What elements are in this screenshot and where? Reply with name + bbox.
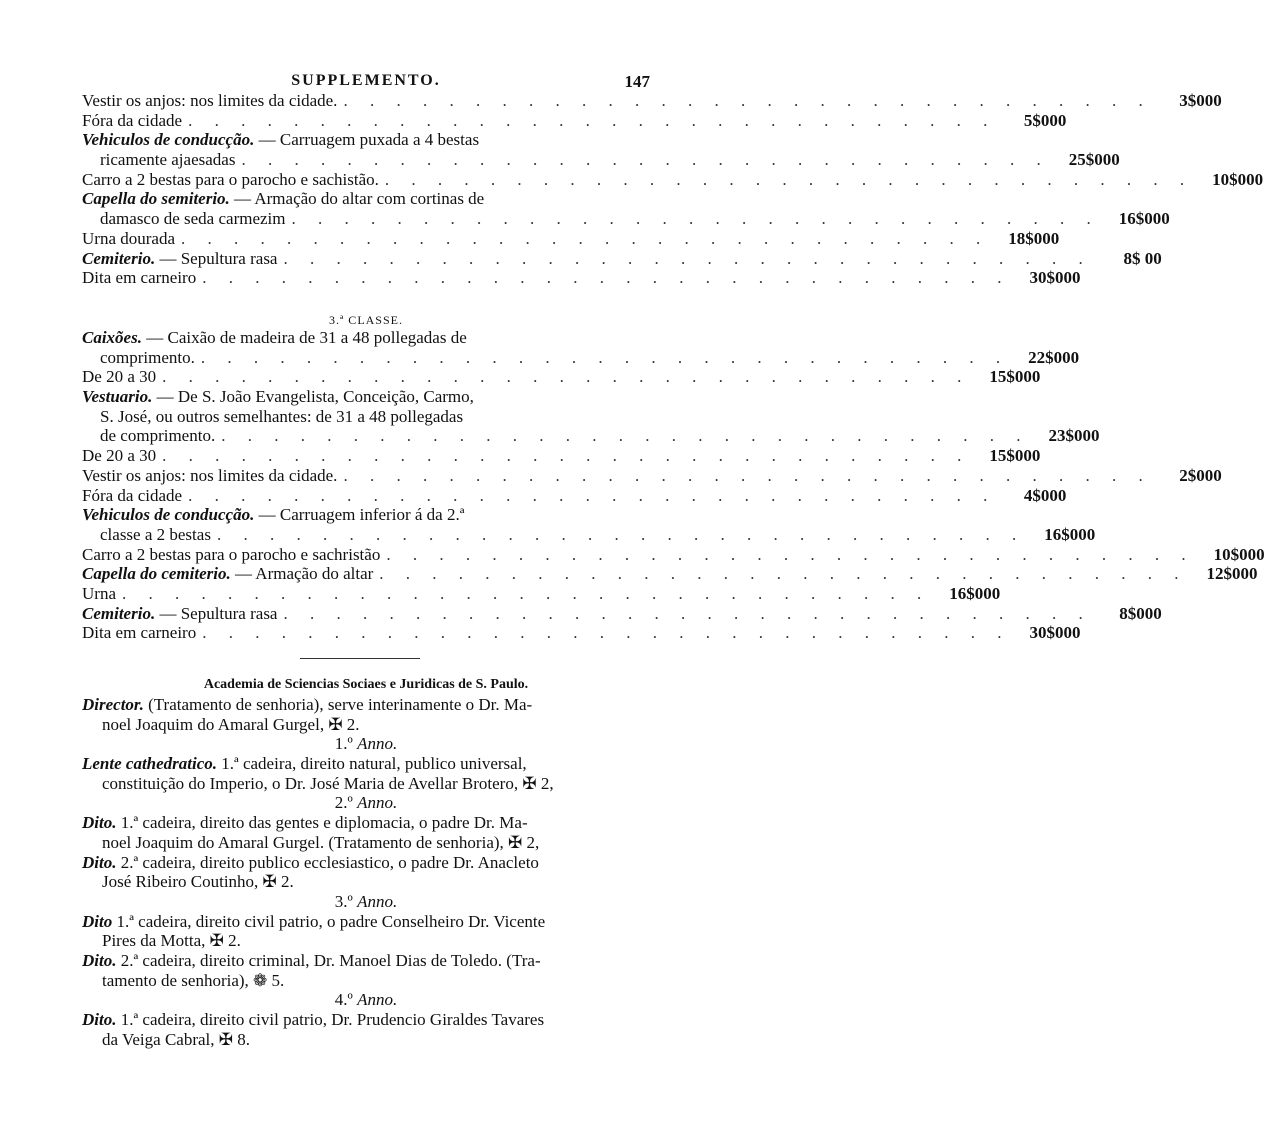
year-word: Anno. (357, 891, 398, 911)
staff-line (82, 931, 650, 951)
staff-line-text: José Ribeiro Coutinho, ✠ 2. (102, 872, 294, 892)
staff-entry (82, 853, 650, 892)
page-number: 147 (624, 72, 650, 91)
entry-line-text: De 20 a 30 (82, 446, 157, 466)
staff-line-content (82, 695, 532, 715)
entry-lead: Capella do cemiterio. (82, 564, 231, 584)
staff-entry (82, 951, 650, 990)
entry-line-text: — Armação do altar (230, 564, 374, 584)
price-list-2nd-class (82, 91, 1264, 288)
staff-line-text: 1.ª cadeira, direito das gentes e diplomacia, o padre Dr. Ma- (116, 813, 528, 833)
price-entry (82, 130, 1120, 170)
staff-line-content (102, 715, 360, 735)
staff-line-content (82, 853, 539, 873)
entry-line-text: Fóra da cidade (82, 110, 183, 130)
staff-line (82, 715, 650, 735)
entry-line (82, 505, 650, 525)
entry-line (82, 446, 1041, 466)
entry-line (82, 485, 1067, 506)
entry-line-text: damasco de seda carmezim (100, 209, 286, 229)
dot-leader: . . . . . . . . . . . . . . . . . . . . . . . . . . . . . . . (384, 169, 1194, 189)
entry-line-text: — Sepultura rasa (155, 603, 278, 623)
staff-line-content (102, 931, 241, 951)
staff-line (82, 754, 650, 774)
staff-line (82, 951, 650, 971)
entry-line-text: Dita em carneiro (82, 623, 197, 643)
entry-text (100, 150, 235, 170)
staff-line (82, 912, 650, 932)
entry-price: 8$000 (1119, 603, 1162, 623)
dot-leader: . . . . . . . . . . . . . . . . . . . . . . . . . . . . . . . (188, 110, 997, 130)
staff-line (82, 833, 650, 853)
price-entry (82, 583, 1001, 604)
entry-line (82, 583, 1001, 604)
staff-role: Dito. (82, 813, 117, 833)
price-entry (82, 91, 1222, 111)
entry-line (82, 91, 1222, 111)
page-title: SUPPLEMENTO. (291, 72, 441, 89)
dot-leader: . . . . . . . . . . . . . . . . . . . . . . . . . . . . . . . (283, 603, 1092, 623)
entry-text (100, 426, 215, 446)
entry-line (82, 347, 1080, 368)
price-entry (82, 387, 1100, 446)
entry-price: 25$000 (1068, 150, 1120, 170)
staff-line (82, 872, 650, 892)
entry-price: 30$000 (1029, 623, 1081, 643)
year-number: 2.º (334, 793, 353, 813)
staff-line (82, 853, 650, 873)
entry-line-text: — Carruagem puxada a 4 bestas (254, 130, 480, 150)
staff-entry (82, 754, 650, 793)
staff-line-content (102, 1030, 250, 1050)
price-entry (82, 603, 1162, 624)
staff-line (82, 695, 650, 715)
entry-line (82, 110, 1067, 131)
dot-leader: . . . . . . . . . . . . . . . . . . . . . . . . . . . . . . . (221, 426, 1030, 446)
dot-leader: . . . . . . . . . . . . . . . . . . . . . . . . . . . . . . . (181, 228, 990, 248)
price-entry (82, 465, 1222, 486)
entry-line-text: — De S. João Evangelista, Conceição, Carmo, (152, 387, 474, 407)
price-list-3rd-class (82, 328, 1265, 643)
price-entry (82, 505, 1096, 544)
entry-text (100, 209, 286, 229)
staff-line-text: (Tratamento de senhoria), serve interinamente o Dr. Ma- (143, 695, 533, 714)
dot-leader: . . . . . . . . . . . . . . . . . . . . . . . . . . . . . . . (343, 465, 1152, 485)
academia-staff-list (82, 695, 650, 1049)
staff-line-content (82, 912, 545, 932)
staff-role: Dito. (82, 1010, 117, 1029)
entry-price: 16$000 (949, 583, 1001, 603)
dot-leader: . . . . . . . . . . . . . . . . . . . . . . . . . . . . . . . (188, 485, 997, 505)
entry-line (82, 544, 1265, 565)
staff-line-content (102, 833, 539, 853)
entry-price: 22$000 (1028, 347, 1080, 367)
entry-text (82, 328, 467, 348)
dot-leader: . . . . . . . . . . . . . . . . . . . . . . . . . . . . . . . (291, 209, 1100, 229)
staff-line-text: 1.ª cadeira, direito civil patrio, Dr. Prudencio Giraldes Tavares (116, 1010, 545, 1029)
entry-line (82, 407, 650, 427)
entry-line (82, 268, 1081, 288)
staff-entry (82, 695, 650, 734)
entry-line (82, 387, 650, 407)
entry-price: 8$ 00 (1123, 248, 1162, 268)
staff-line-text: 1.ª cadeira, direito civil patrio, o padre Conselheiro Dr. Vicente (112, 911, 546, 931)
dot-leader: . . . . . . . . . . . . . . . . . . . . . . . . . . . . . . . (121, 583, 931, 603)
entry-line-text: Vestir os anjos: nos limites da cidade. (82, 91, 338, 110)
entry-lead: Vehiculos de conducção. (82, 505, 255, 525)
entry-line-text: ricamente ajaesadas (100, 150, 236, 170)
entry-text (82, 564, 373, 584)
entry-lead: Cemiterio. (82, 248, 156, 268)
entry-line (82, 248, 1162, 269)
dot-leader: . . . . . . . . . . . . . . . . . . . . . . . . . . . . . . . (343, 91, 1152, 110)
entry-lead: Caixões. (82, 328, 142, 347)
staff-line (82, 971, 650, 991)
staff-line (82, 1030, 650, 1050)
entry-line-text: comprimento. (100, 347, 195, 367)
entry-text (82, 584, 116, 604)
staff-line-content (82, 1010, 544, 1030)
entry-price: 10$000 (1212, 169, 1264, 189)
dot-leader: . . . . . . . . . . . . . . . . . . . . . . . . . . . . . . . (162, 446, 971, 466)
entry-line-text: Urna dourada (82, 228, 175, 248)
staff-line (82, 1010, 650, 1030)
staff-line (82, 813, 650, 833)
price-entry (82, 367, 1041, 387)
staff-line-text: Pires da Motta, ✠ 2. (102, 931, 241, 951)
classe-heading-text: 3.ª CLASSE. (329, 313, 403, 327)
price-entry (82, 544, 1265, 565)
staff-line-text: tamento de senhoria), ❁ 5. (102, 970, 285, 990)
entry-lead: Capella do semiterio. (82, 189, 230, 209)
entry-line (82, 169, 1264, 190)
year-heading (82, 990, 650, 1010)
staff-role: Lente cathedratico. (82, 754, 218, 774)
entry-text (82, 604, 277, 624)
year-heading (82, 793, 650, 813)
staff-line-text: da Veiga Cabral, ✠ 8. (102, 1029, 251, 1049)
entry-price: 3$000 (1179, 91, 1222, 110)
year-word: Anno. (357, 793, 398, 813)
entry-line (82, 426, 1100, 446)
entry-line (82, 367, 1041, 387)
entry-lead: Cemiterio. (82, 603, 156, 623)
staff-entry (82, 912, 650, 951)
year-number: 4.º (334, 990, 353, 1010)
price-entry (82, 248, 1162, 269)
entry-line-text: — Caixão de madeira de 31 a 48 pollegadas de (141, 328, 467, 347)
entry-line (82, 603, 1162, 624)
price-entry (82, 328, 1080, 367)
academia-title: Academia de Sciencias Sociaes e Juridicas de S. Paulo. (203, 677, 529, 692)
entry-text (82, 446, 156, 466)
entry-text (82, 505, 464, 525)
price-entry (82, 228, 1060, 249)
entry-line (82, 189, 650, 209)
entry-price: 5$000 (1023, 110, 1067, 130)
price-entry (82, 189, 1170, 229)
staff-role: Dito. (82, 950, 117, 970)
staff-entry (82, 1010, 650, 1049)
entry-text (100, 525, 211, 545)
entry-line (82, 328, 650, 348)
entry-line (82, 465, 1222, 486)
entry-text (82, 623, 196, 643)
entry-line (82, 130, 650, 150)
entry-price: 16$000 (1044, 524, 1096, 544)
staff-line-content (102, 872, 294, 892)
entry-text (82, 466, 337, 486)
dot-leader: . . . . . . . . . . . . . . . . . . . . . . . . . . . . . . . (241, 150, 1050, 170)
entry-text (82, 130, 479, 150)
entry-line-text: De 20 a 30 (82, 367, 157, 387)
price-entry (82, 110, 1067, 131)
entry-line-text: — Armação do altar com cortinas de (229, 189, 485, 209)
entry-lead: Vehiculos de conducção. (82, 130, 255, 150)
entry-line (82, 228, 1060, 249)
entry-line-text: — Sepultura rasa (155, 248, 278, 268)
staff-line-text: noel Joaquim do Amaral Gurgel, ✠ 2. (102, 714, 360, 734)
entry-price: 18$000 (1008, 228, 1060, 248)
entry-text (82, 545, 380, 565)
price-entry (82, 268, 1081, 288)
entry-line (82, 150, 1120, 170)
entry-line-text: Urna (82, 583, 116, 603)
entry-text (100, 407, 463, 427)
entry-price: 4$000 (1023, 485, 1067, 505)
entry-text (82, 486, 182, 506)
entry-text (82, 111, 182, 131)
dot-leader: . . . . . . . . . . . . . . . . . . . . . . . . . . . . . . . (386, 544, 1195, 564)
entry-price: 12$000 (1206, 564, 1258, 584)
staff-line-content (102, 971, 284, 991)
staff-role: Dito. (82, 852, 117, 872)
entry-price: 2$000 (1179, 465, 1222, 485)
staff-line-text: 1.ª cadeira, direito natural, publico universal, (217, 754, 527, 774)
entry-price: 23$000 (1048, 426, 1100, 446)
year-word: Anno. (357, 990, 398, 1010)
entry-price: 10$000 (1213, 544, 1265, 564)
dot-leader: . . . . . . . . . . . . . . . . . . . . . . . . . . . . . . . (202, 268, 1011, 288)
entry-line-text: classe a 2 bestas (100, 524, 211, 544)
entry-line-text: Vestir os anjos: nos limites da cidade. (82, 465, 338, 485)
price-entry (82, 564, 1258, 584)
staff-line-content (82, 951, 541, 971)
price-entry (82, 169, 1264, 190)
entry-line-text: Fóra da cidade (82, 485, 183, 505)
entry-lead: Vestuario. (82, 387, 153, 407)
staff-line-text: noel Joaquim do Amaral Gurgel. (Tratamento de senhoria), ✠ 2, (102, 832, 540, 852)
dot-leader: . . . . . . . . . . . . . . . . . . . . . . . . . . . . . . . (202, 623, 1011, 643)
staff-line-content (82, 754, 527, 774)
academia-heading (82, 675, 650, 695)
entry-text (100, 348, 195, 368)
entry-price: 15$000 (989, 446, 1041, 466)
dot-leader: . . . . . . . . . . . . . . . . . . . . . . . . . . . . . . . (283, 248, 1092, 268)
year-heading (82, 892, 650, 912)
entry-line-text: de comprimento. (100, 426, 216, 446)
entry-line (82, 623, 1081, 643)
dot-leader: . . . . . . . . . . . . . . . . . . . . . . . . . . . . . . . (162, 367, 971, 387)
entry-text (82, 229, 175, 249)
entry-line (82, 564, 1258, 584)
staff-line-text: 2.ª cadeira, direito criminal, Dr. Manoel Dias de Toledo. (Tra- (116, 950, 541, 970)
dot-leader: . . . . . . . . . . . . . . . . . . . . . . . . . . . . . . . (200, 347, 1010, 367)
entry-line-text: Carro a 2 bestas para o parocho e sachristão (82, 544, 381, 564)
staff-entry (82, 813, 650, 852)
entry-line-text: Carro a 2 bestas para o parocho e sachistão. (82, 169, 379, 189)
entry-price: 15$000 (989, 367, 1041, 387)
price-entry (82, 623, 1081, 643)
year-word: Anno. (357, 734, 398, 754)
staff-line-text: constituição do Imperio, o Dr. José Maria de Avellar Brotero, ✠ 2, (102, 773, 554, 793)
staff-line-content (102, 774, 554, 794)
staff-line-content (82, 813, 528, 833)
entry-text (82, 249, 277, 269)
price-entry (82, 485, 1067, 506)
entry-text (82, 387, 474, 407)
entry-text (82, 367, 156, 387)
staff-line (82, 774, 650, 794)
entry-price: 30$000 (1029, 268, 1081, 288)
entry-line (82, 209, 1170, 229)
dot-leader: . . . . . . . . . . . . . . . . . . . . . . . . . . . . . . . (379, 564, 1188, 584)
year-number: 1.º (334, 734, 353, 754)
staff-line-text: 2.ª cadeira, direito publico ecclesiastico, o padre Dr. Anacleto (116, 852, 539, 872)
entry-line-text: — Carruagem inferior á da 2.ª (254, 505, 465, 525)
entry-text (82, 189, 484, 209)
year-heading (82, 734, 650, 754)
entry-text (82, 268, 196, 288)
staff-role: Director. (82, 695, 144, 714)
entry-text (82, 91, 337, 111)
entry-line-text: S. José, ou outros semelhantes: de 31 a 48 pollegadas (100, 406, 464, 426)
entry-text (82, 170, 379, 190)
dot-leader: . . . . . . . . . . . . . . . . . . . . . . . . . . . . . . . (216, 524, 1026, 544)
entry-price: 16$000 (1118, 209, 1170, 229)
entry-line-text: Dita em carneiro (82, 268, 197, 288)
entry-line (82, 524, 1096, 545)
staff-role: Dito (82, 911, 113, 931)
year-number: 3.º (334, 891, 353, 911)
section-divider (300, 658, 420, 659)
price-entry (82, 446, 1041, 466)
